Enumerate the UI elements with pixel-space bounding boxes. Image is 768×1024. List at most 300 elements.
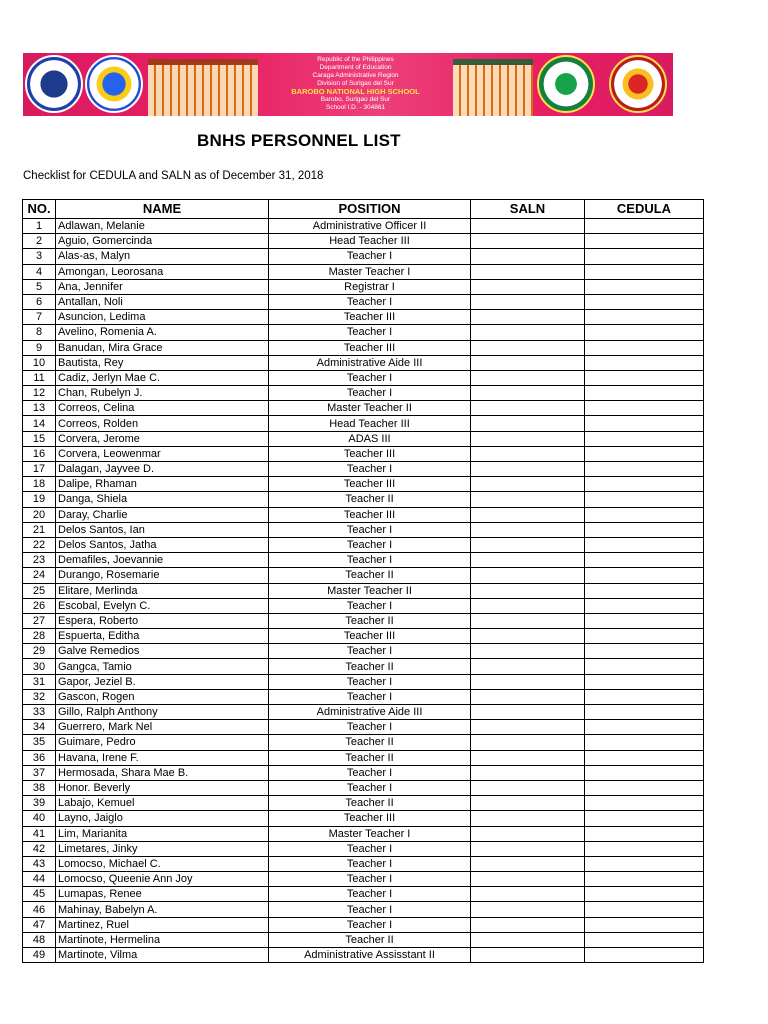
personnel-table bbox=[22, 199, 704, 963]
saln-checkbox-cell bbox=[471, 902, 585, 917]
row-number-cell: 48 bbox=[23, 932, 56, 947]
row-number-cell: 36 bbox=[23, 750, 56, 765]
name-cell: Adlawan, Melanie bbox=[56, 219, 269, 234]
saln-checkbox-cell bbox=[471, 613, 585, 628]
position-cell: Teacher I bbox=[269, 325, 471, 340]
row-number-cell: 43 bbox=[23, 856, 56, 871]
table-row bbox=[23, 249, 704, 264]
saln-checkbox-cell bbox=[471, 234, 585, 249]
cedula-checkbox-cell bbox=[585, 644, 704, 659]
row-number-cell: 39 bbox=[23, 796, 56, 811]
saln-checkbox-cell bbox=[471, 674, 585, 689]
row-number-cell: 32 bbox=[23, 689, 56, 704]
saln-checkbox-cell bbox=[471, 310, 585, 325]
name-cell: Asuncion, Ledima bbox=[56, 310, 269, 325]
row-number-cell: 8 bbox=[23, 325, 56, 340]
row-number-cell: 17 bbox=[23, 462, 56, 477]
saln-checkbox-cell bbox=[471, 780, 585, 795]
table-row bbox=[23, 234, 704, 249]
name-cell: Delos Santos, Jatha bbox=[56, 537, 269, 552]
row-number-cell: 35 bbox=[23, 735, 56, 750]
saln-checkbox-cell bbox=[471, 249, 585, 264]
banner-text bbox=[263, 56, 448, 112]
saln-checkbox-cell bbox=[471, 720, 585, 735]
table-row bbox=[23, 462, 704, 477]
banner-school-name: BAROBO NATIONAL HIGH SCHOOL bbox=[291, 87, 420, 96]
saln-checkbox-cell bbox=[471, 355, 585, 370]
cedula-checkbox-cell bbox=[585, 431, 704, 446]
position-cell: Teacher II bbox=[269, 735, 471, 750]
cedula-checkbox-cell bbox=[585, 826, 704, 841]
name-cell: Honor. Beverly bbox=[56, 780, 269, 795]
school-building-image bbox=[148, 59, 258, 116]
saln-checkbox-cell bbox=[471, 841, 585, 856]
name-cell: Bautista, Rey bbox=[56, 355, 269, 370]
position-cell: Head Teacher III bbox=[269, 416, 471, 431]
row-number-cell: 42 bbox=[23, 841, 56, 856]
column-header-saln: SALN bbox=[471, 200, 585, 219]
position-cell: Teacher III bbox=[269, 811, 471, 826]
position-cell: Teacher I bbox=[269, 780, 471, 795]
table-row bbox=[23, 735, 704, 750]
table-row bbox=[23, 340, 704, 355]
table-row bbox=[23, 598, 704, 613]
row-number-cell: 13 bbox=[23, 401, 56, 416]
cedula-checkbox-cell bbox=[585, 279, 704, 294]
cedula-checkbox-cell bbox=[585, 629, 704, 644]
cedula-checkbox-cell bbox=[585, 507, 704, 522]
cedula-checkbox-cell bbox=[585, 932, 704, 947]
saln-checkbox-cell bbox=[471, 765, 585, 780]
name-cell: Banudan, Mira Grace bbox=[56, 340, 269, 355]
table-row bbox=[23, 765, 704, 780]
row-number-cell: 21 bbox=[23, 522, 56, 537]
row-number-cell: 34 bbox=[23, 720, 56, 735]
position-cell: Teacher III bbox=[269, 340, 471, 355]
cedula-checkbox-cell bbox=[585, 811, 704, 826]
name-cell: Durango, Rosemarie bbox=[56, 568, 269, 583]
row-number-cell: 26 bbox=[23, 598, 56, 613]
column-header-name: NAME bbox=[56, 200, 269, 219]
header-banner bbox=[23, 53, 673, 116]
name-cell: Elitare, Merlinda bbox=[56, 583, 269, 598]
banner-address: Barobo, Surigao del Sur bbox=[320, 96, 391, 103]
table-row bbox=[23, 386, 704, 401]
name-cell: Corvera, Leowenmar bbox=[56, 446, 269, 461]
row-number-cell: 15 bbox=[23, 431, 56, 446]
saln-checkbox-cell bbox=[471, 553, 585, 568]
name-cell: Lomocso, Michael C. bbox=[56, 856, 269, 871]
table-header-row bbox=[23, 200, 704, 219]
position-cell: Teacher I bbox=[269, 386, 471, 401]
name-cell: Guerrero, Mark Nel bbox=[56, 720, 269, 735]
table-row bbox=[23, 264, 704, 279]
page-subtitle: Checklist for CEDULA and SALN as of December 31, 2018 bbox=[23, 170, 324, 182]
table-row bbox=[23, 841, 704, 856]
cedula-checkbox-cell bbox=[585, 219, 704, 234]
saln-checkbox-cell bbox=[471, 948, 585, 963]
name-cell: Danga, Shiela bbox=[56, 492, 269, 507]
row-number-cell: 3 bbox=[23, 249, 56, 264]
cedula-checkbox-cell bbox=[585, 294, 704, 309]
saln-checkbox-cell bbox=[471, 386, 585, 401]
saln-checkbox-cell bbox=[471, 811, 585, 826]
saln-checkbox-cell bbox=[471, 446, 585, 461]
cedula-checkbox-cell bbox=[585, 841, 704, 856]
row-number-cell: 14 bbox=[23, 416, 56, 431]
table-row bbox=[23, 416, 704, 431]
cedula-checkbox-cell bbox=[585, 553, 704, 568]
row-number-cell: 49 bbox=[23, 948, 56, 963]
cedula-checkbox-cell bbox=[585, 370, 704, 385]
table-row bbox=[23, 872, 704, 887]
position-cell: Teacher I bbox=[269, 872, 471, 887]
table-row bbox=[23, 325, 704, 340]
saln-checkbox-cell bbox=[471, 735, 585, 750]
name-cell: Ana, Jennifer bbox=[56, 279, 269, 294]
saln-checkbox-cell bbox=[471, 629, 585, 644]
row-number-cell: 1 bbox=[23, 219, 56, 234]
position-cell: Teacher I bbox=[269, 462, 471, 477]
cedula-checkbox-cell bbox=[585, 872, 704, 887]
position-cell: ADAS III bbox=[269, 431, 471, 446]
name-cell: Gangca, Tamio bbox=[56, 659, 269, 674]
row-number-cell: 9 bbox=[23, 340, 56, 355]
saln-checkbox-cell bbox=[471, 522, 585, 537]
position-cell: Teacher I bbox=[269, 765, 471, 780]
table-row bbox=[23, 279, 704, 294]
name-cell: Demafiles, Joevannie bbox=[56, 553, 269, 568]
table-row bbox=[23, 705, 704, 720]
table-row bbox=[23, 689, 704, 704]
saln-checkbox-cell bbox=[471, 492, 585, 507]
position-cell: Teacher I bbox=[269, 644, 471, 659]
table-row bbox=[23, 856, 704, 871]
position-cell: Teacher III bbox=[269, 477, 471, 492]
position-cell: Teacher I bbox=[269, 841, 471, 856]
name-cell: Gillo, Ralph Anthony bbox=[56, 705, 269, 720]
table-row bbox=[23, 644, 704, 659]
table-row bbox=[23, 507, 704, 522]
saln-checkbox-cell bbox=[471, 294, 585, 309]
school-seal-logo bbox=[609, 55, 667, 113]
table-row bbox=[23, 492, 704, 507]
row-number-cell: 28 bbox=[23, 629, 56, 644]
position-cell: Teacher I bbox=[269, 522, 471, 537]
name-cell: Aguio, Gomercinda bbox=[56, 234, 269, 249]
name-cell: Guimare, Pedro bbox=[56, 735, 269, 750]
cedula-checkbox-cell bbox=[585, 948, 704, 963]
banner-line: Caraga Administrative Region bbox=[312, 72, 399, 79]
position-cell: Teacher II bbox=[269, 796, 471, 811]
cedula-checkbox-cell bbox=[585, 492, 704, 507]
cedula-checkbox-cell bbox=[585, 765, 704, 780]
name-cell: Martinote, Vilma bbox=[56, 948, 269, 963]
saln-checkbox-cell bbox=[471, 219, 585, 234]
saln-checkbox-cell bbox=[471, 401, 585, 416]
position-cell: Teacher III bbox=[269, 446, 471, 461]
row-number-cell: 7 bbox=[23, 310, 56, 325]
saln-checkbox-cell bbox=[471, 932, 585, 947]
saln-checkbox-cell bbox=[471, 826, 585, 841]
table-row bbox=[23, 477, 704, 492]
position-cell: Teacher III bbox=[269, 310, 471, 325]
cedula-checkbox-cell bbox=[585, 856, 704, 871]
cedula-checkbox-cell bbox=[585, 674, 704, 689]
name-cell: Martinote, Hermelina bbox=[56, 932, 269, 947]
name-cell: Alas-as, Malyn bbox=[56, 249, 269, 264]
position-cell: Teacher II bbox=[269, 492, 471, 507]
row-number-cell: 18 bbox=[23, 477, 56, 492]
table-row bbox=[23, 750, 704, 765]
name-cell: Espuerta, Editha bbox=[56, 629, 269, 644]
position-cell: Administrative Aide III bbox=[269, 355, 471, 370]
position-cell: Head Teacher III bbox=[269, 234, 471, 249]
row-number-cell: 5 bbox=[23, 279, 56, 294]
table-row bbox=[23, 826, 704, 841]
name-cell: Chan, Rubelyn J. bbox=[56, 386, 269, 401]
row-number-cell: 6 bbox=[23, 294, 56, 309]
row-number-cell: 25 bbox=[23, 583, 56, 598]
position-cell: Registrar I bbox=[269, 279, 471, 294]
banner-school-id: School I.D. - 304861 bbox=[325, 104, 386, 111]
position-cell: Teacher II bbox=[269, 750, 471, 765]
cedula-checkbox-cell bbox=[585, 598, 704, 613]
table-row bbox=[23, 948, 704, 963]
table-row bbox=[23, 917, 704, 932]
saln-checkbox-cell bbox=[471, 477, 585, 492]
cedula-checkbox-cell bbox=[585, 735, 704, 750]
name-cell: Limetares, Jinky bbox=[56, 841, 269, 856]
saln-checkbox-cell bbox=[471, 340, 585, 355]
table-row bbox=[23, 431, 704, 446]
cedula-checkbox-cell bbox=[585, 522, 704, 537]
position-cell: Master Teacher II bbox=[269, 583, 471, 598]
row-number-cell: 44 bbox=[23, 872, 56, 887]
cedula-checkbox-cell bbox=[585, 750, 704, 765]
row-number-cell: 41 bbox=[23, 826, 56, 841]
row-number-cell: 24 bbox=[23, 568, 56, 583]
name-cell: Escobal, Evelyn C. bbox=[56, 598, 269, 613]
position-cell: Teacher II bbox=[269, 568, 471, 583]
name-cell: Amongan, Leorosana bbox=[56, 264, 269, 279]
cedula-checkbox-cell bbox=[585, 355, 704, 370]
name-cell: Layno, Jaiglo bbox=[56, 811, 269, 826]
row-number-cell: 27 bbox=[23, 613, 56, 628]
position-cell: Teacher I bbox=[269, 249, 471, 264]
position-cell: Master Teacher I bbox=[269, 264, 471, 279]
deped-seal-logo bbox=[85, 55, 143, 113]
column-header-position: POSITION bbox=[269, 200, 471, 219]
row-number-cell: 2 bbox=[23, 234, 56, 249]
cedula-checkbox-cell bbox=[585, 902, 704, 917]
position-cell: Administrative Officer II bbox=[269, 219, 471, 234]
row-number-cell: 47 bbox=[23, 917, 56, 932]
cedula-checkbox-cell bbox=[585, 310, 704, 325]
position-cell: Teacher I bbox=[269, 537, 471, 552]
row-number-cell: 11 bbox=[23, 370, 56, 385]
name-cell: Galve Remedios bbox=[56, 644, 269, 659]
position-cell: Teacher II bbox=[269, 932, 471, 947]
table-row bbox=[23, 446, 704, 461]
saln-checkbox-cell bbox=[471, 917, 585, 932]
kagawaran-seal-logo bbox=[25, 55, 83, 113]
cedula-checkbox-cell bbox=[585, 887, 704, 902]
name-cell: Daray, Charlie bbox=[56, 507, 269, 522]
position-cell: Administrative Assisstant II bbox=[269, 948, 471, 963]
column-header-no: NO. bbox=[23, 200, 56, 219]
table-row bbox=[23, 553, 704, 568]
cedula-checkbox-cell bbox=[585, 780, 704, 795]
row-number-cell: 10 bbox=[23, 355, 56, 370]
district-seal-logo bbox=[537, 55, 595, 113]
position-cell: Teacher I bbox=[269, 887, 471, 902]
table-row bbox=[23, 613, 704, 628]
table-row bbox=[23, 401, 704, 416]
position-cell: Teacher I bbox=[269, 370, 471, 385]
table-row bbox=[23, 294, 704, 309]
cedula-checkbox-cell bbox=[585, 462, 704, 477]
name-cell: Delos Santos, Ian bbox=[56, 522, 269, 537]
row-number-cell: 16 bbox=[23, 446, 56, 461]
position-cell: Administrative Aide III bbox=[269, 705, 471, 720]
table-row bbox=[23, 902, 704, 917]
saln-checkbox-cell bbox=[471, 644, 585, 659]
saln-checkbox-cell bbox=[471, 705, 585, 720]
banner-line: Department of Education bbox=[319, 64, 392, 71]
position-cell: Teacher II bbox=[269, 613, 471, 628]
position-cell: Teacher I bbox=[269, 720, 471, 735]
saln-checkbox-cell bbox=[471, 796, 585, 811]
row-number-cell: 38 bbox=[23, 780, 56, 795]
table-row bbox=[23, 522, 704, 537]
position-cell: Teacher III bbox=[269, 629, 471, 644]
name-cell: Mahinay, Babelyn A. bbox=[56, 902, 269, 917]
saln-checkbox-cell bbox=[471, 689, 585, 704]
cedula-checkbox-cell bbox=[585, 917, 704, 932]
name-cell: Espera, Roberto bbox=[56, 613, 269, 628]
cedula-checkbox-cell bbox=[585, 613, 704, 628]
saln-checkbox-cell bbox=[471, 279, 585, 294]
saln-checkbox-cell bbox=[471, 856, 585, 871]
cedula-checkbox-cell bbox=[585, 568, 704, 583]
saln-checkbox-cell bbox=[471, 872, 585, 887]
name-cell: Correos, Rolden bbox=[56, 416, 269, 431]
column-header-cedula: CEDULA bbox=[585, 200, 704, 219]
cedula-checkbox-cell bbox=[585, 477, 704, 492]
cedula-checkbox-cell bbox=[585, 796, 704, 811]
position-cell: Teacher I bbox=[269, 674, 471, 689]
table-row bbox=[23, 780, 704, 795]
banner-line: Republic of the Philippines bbox=[317, 56, 394, 63]
row-number-cell: 33 bbox=[23, 705, 56, 720]
cedula-checkbox-cell bbox=[585, 720, 704, 735]
saln-checkbox-cell bbox=[471, 264, 585, 279]
position-cell: Teacher I bbox=[269, 856, 471, 871]
cedula-checkbox-cell bbox=[585, 249, 704, 264]
name-cell: Cadiz, Jerlyn Mae C. bbox=[56, 370, 269, 385]
position-cell: Master Teacher I bbox=[269, 826, 471, 841]
row-number-cell: 31 bbox=[23, 674, 56, 689]
table-row bbox=[23, 370, 704, 385]
row-number-cell: 46 bbox=[23, 902, 56, 917]
saln-checkbox-cell bbox=[471, 568, 585, 583]
table-row bbox=[23, 219, 704, 234]
row-number-cell: 12 bbox=[23, 386, 56, 401]
cedula-checkbox-cell bbox=[585, 659, 704, 674]
position-cell: Teacher I bbox=[269, 689, 471, 704]
row-number-cell: 37 bbox=[23, 765, 56, 780]
saln-checkbox-cell bbox=[471, 507, 585, 522]
table-row bbox=[23, 583, 704, 598]
position-cell: Teacher I bbox=[269, 553, 471, 568]
table-row bbox=[23, 355, 704, 370]
saln-checkbox-cell bbox=[471, 416, 585, 431]
name-cell: Lim, Marianita bbox=[56, 826, 269, 841]
table-row bbox=[23, 568, 704, 583]
name-cell: Correos, Celina bbox=[56, 401, 269, 416]
cedula-checkbox-cell bbox=[585, 446, 704, 461]
table-row bbox=[23, 674, 704, 689]
table-row bbox=[23, 629, 704, 644]
saln-checkbox-cell bbox=[471, 537, 585, 552]
cedula-checkbox-cell bbox=[585, 583, 704, 598]
name-cell: Dalagan, Jayvee D. bbox=[56, 462, 269, 477]
cedula-checkbox-cell bbox=[585, 386, 704, 401]
saln-checkbox-cell bbox=[471, 659, 585, 674]
position-cell: Teacher II bbox=[269, 659, 471, 674]
cedula-checkbox-cell bbox=[585, 325, 704, 340]
row-number-cell: 20 bbox=[23, 507, 56, 522]
table-row bbox=[23, 310, 704, 325]
row-number-cell: 45 bbox=[23, 887, 56, 902]
saln-checkbox-cell bbox=[471, 325, 585, 340]
name-cell: Avelino, Romenia A. bbox=[56, 325, 269, 340]
name-cell: Gascon, Rogen bbox=[56, 689, 269, 704]
position-cell: Teacher I bbox=[269, 294, 471, 309]
name-cell: Hermosada, Shara Mae B. bbox=[56, 765, 269, 780]
table-row bbox=[23, 887, 704, 902]
position-cell: Teacher I bbox=[269, 917, 471, 932]
table-row bbox=[23, 720, 704, 735]
cedula-checkbox-cell bbox=[585, 340, 704, 355]
name-cell: Gapor, Jeziel B. bbox=[56, 674, 269, 689]
saln-checkbox-cell bbox=[471, 431, 585, 446]
table-row bbox=[23, 811, 704, 826]
saln-checkbox-cell bbox=[471, 462, 585, 477]
saln-checkbox-cell bbox=[471, 750, 585, 765]
saln-checkbox-cell bbox=[471, 887, 585, 902]
name-cell: Antallan, Noli bbox=[56, 294, 269, 309]
saln-checkbox-cell bbox=[471, 583, 585, 598]
row-number-cell: 23 bbox=[23, 553, 56, 568]
cedula-checkbox-cell bbox=[585, 537, 704, 552]
cedula-checkbox-cell bbox=[585, 401, 704, 416]
page-title: BNHS PERSONNEL LIST bbox=[197, 131, 401, 150]
table-row bbox=[23, 537, 704, 552]
name-cell: Dalipe, Rhaman bbox=[56, 477, 269, 492]
table-row bbox=[23, 659, 704, 674]
row-number-cell: 40 bbox=[23, 811, 56, 826]
name-cell: Corvera, Jerome bbox=[56, 431, 269, 446]
name-cell: Martinez, Ruel bbox=[56, 917, 269, 932]
row-number-cell: 22 bbox=[23, 537, 56, 552]
position-cell: Teacher I bbox=[269, 902, 471, 917]
name-cell: Lomocso, Queenie Ann Joy bbox=[56, 872, 269, 887]
saln-checkbox-cell bbox=[471, 370, 585, 385]
cedula-checkbox-cell bbox=[585, 689, 704, 704]
name-cell: Labajo, Kemuel bbox=[56, 796, 269, 811]
